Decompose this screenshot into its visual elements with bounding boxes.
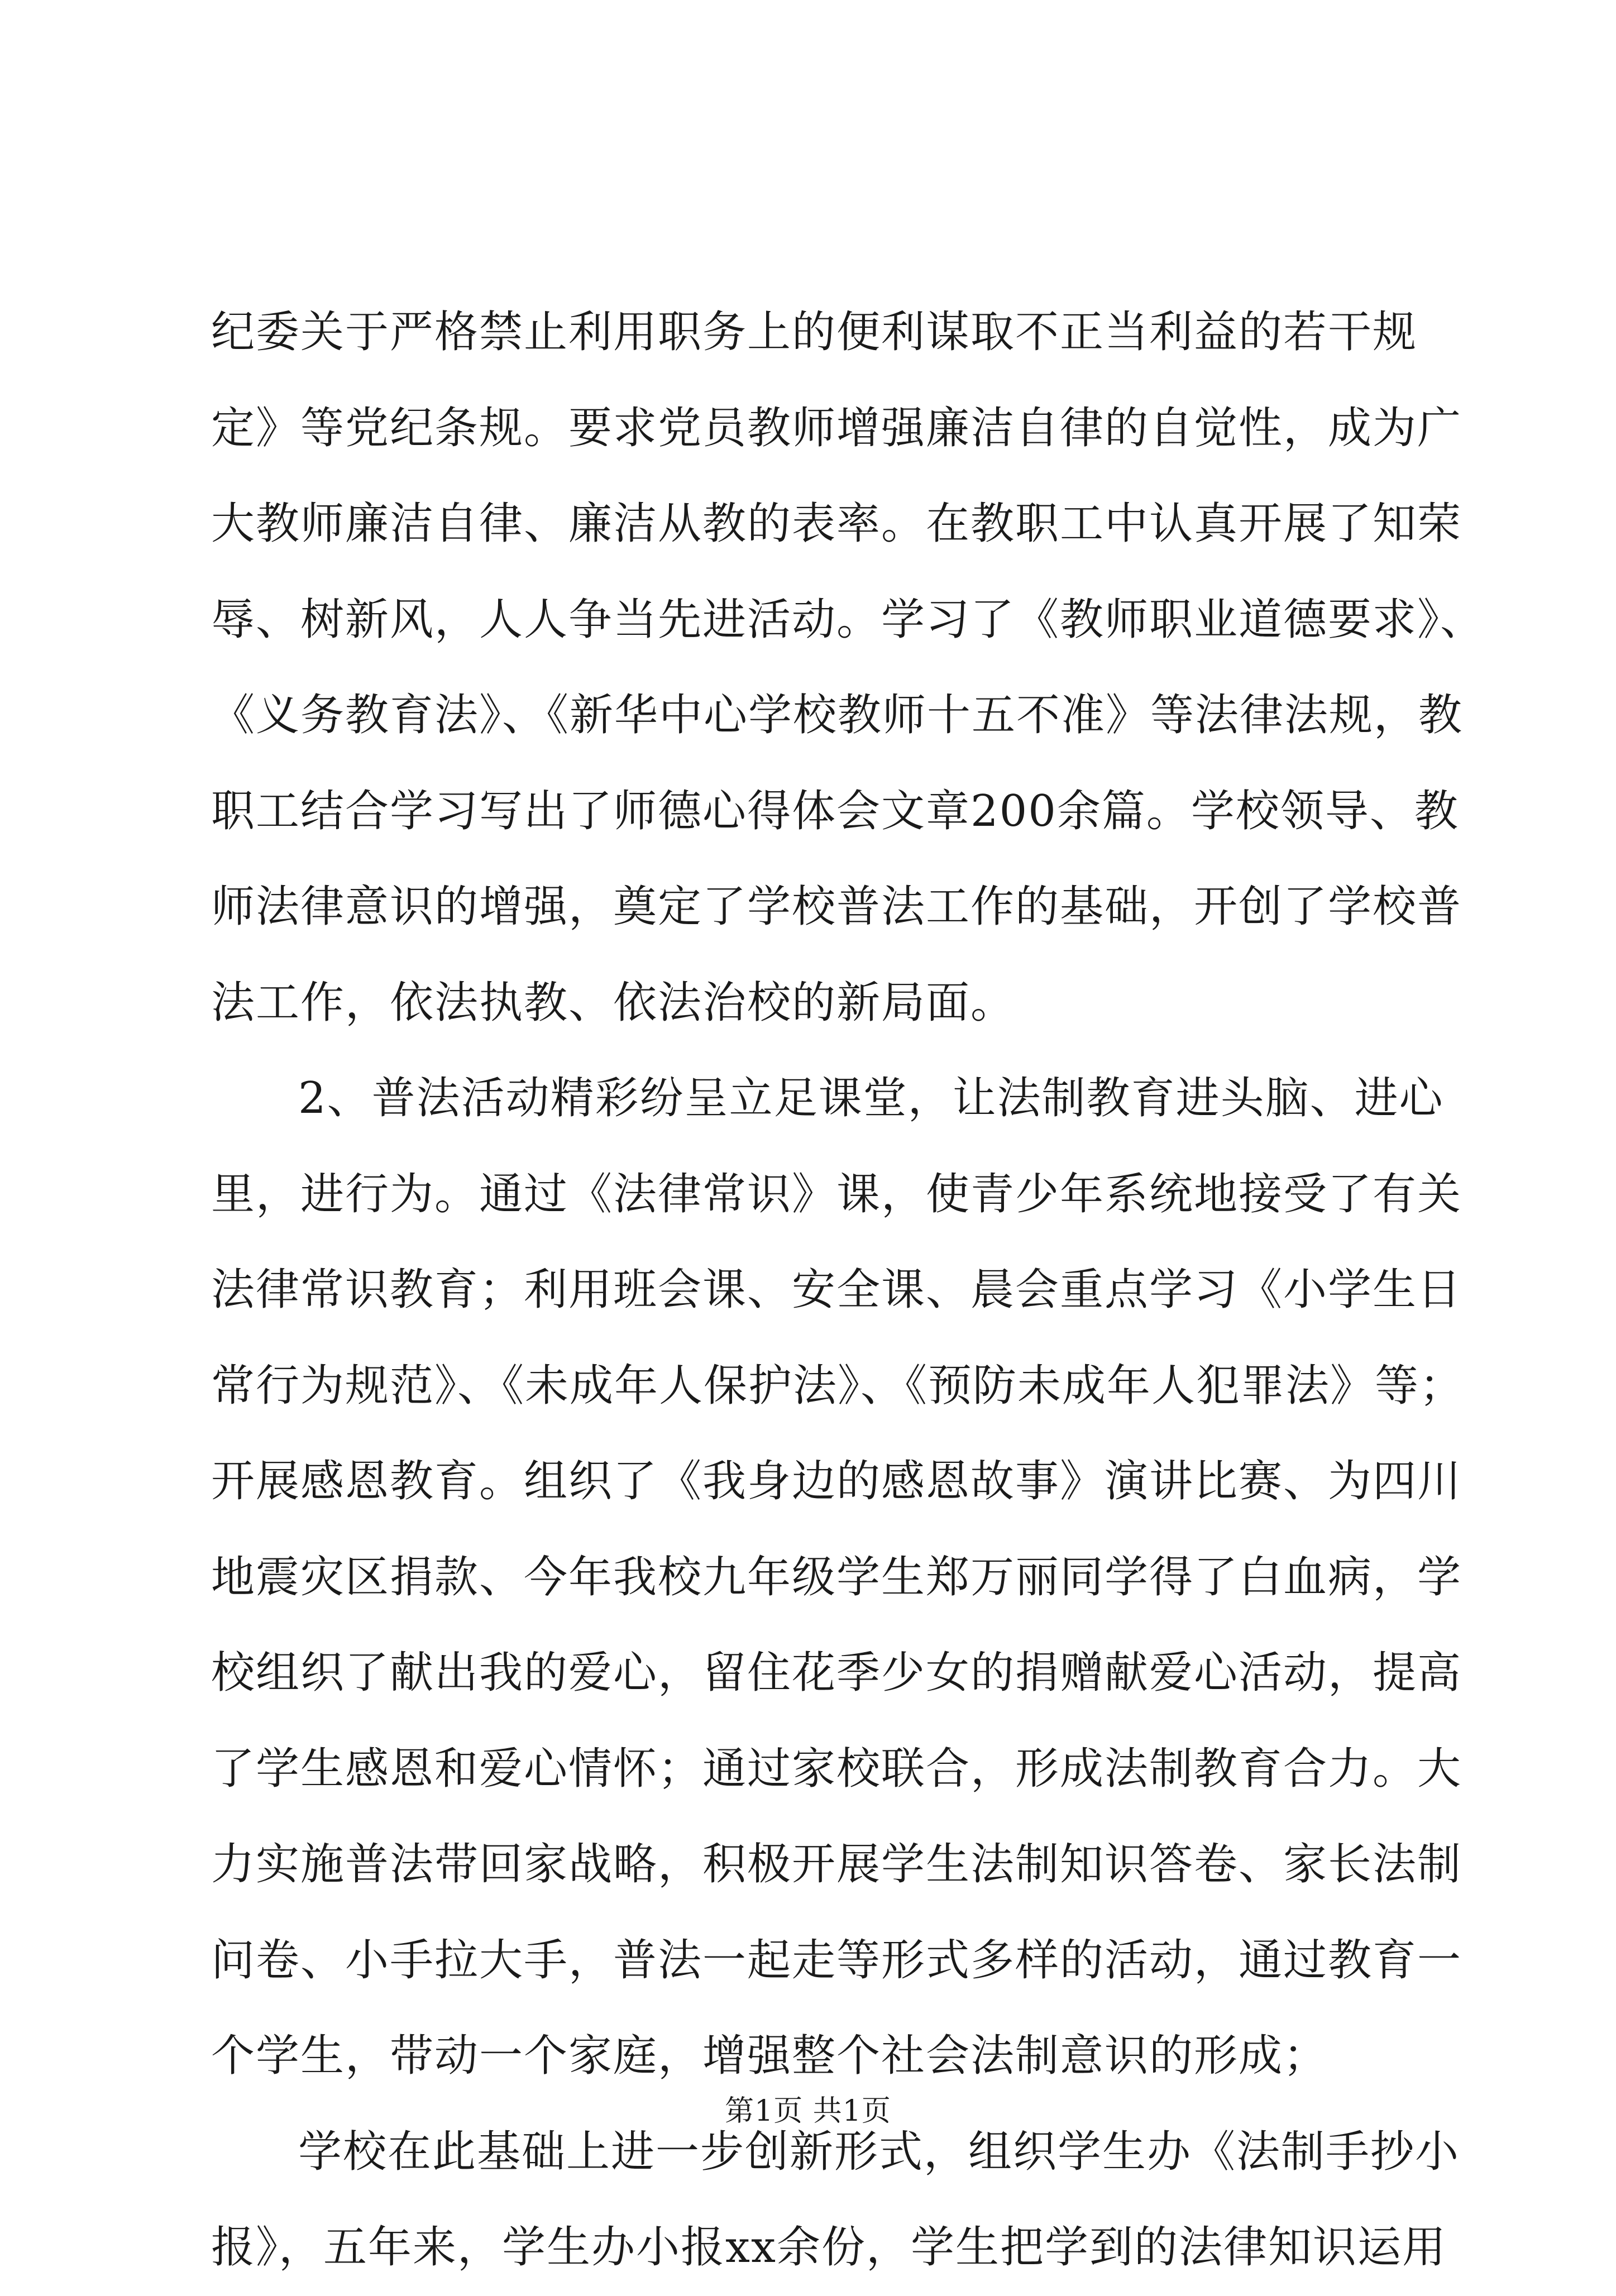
text-line: 《义务教育法》、《新华中心学校教师十五不准》等法律法规，教 xyxy=(211,690,1464,740)
text-line: 职工结合学习写出了师德心得体会文章200余篇。学校领导、教 xyxy=(211,786,1459,836)
page-number: 第1页 共1页 xyxy=(725,2094,891,2128)
page-footer xyxy=(0,2087,1616,2129)
text-line: 了学生感恩和爱心情怀；通过家校联合，形成法制教育合力。大 xyxy=(211,1743,1462,1794)
text-line: 法律常识教育；利用班会课、安全课、晨会重点学习《小学生日 xyxy=(211,1265,1462,1315)
text-line: 定》等党纪条规。要求党员教师增强廉洁自律的自觉性，成为广 xyxy=(211,403,1462,453)
text-line: 报》，五年来，学生办小报xx余份，学生把学到的法律知识运用 xyxy=(211,2222,1447,2273)
text-line: 个学生，带动一个家庭，增强整个社会法制意识的形成； xyxy=(211,2031,1328,2081)
text-line: 里，进行为。通过《法律常识》课，使青少年系统地接受了有关 xyxy=(211,1169,1462,1219)
paragraph-start-line: 2、普法活动精彩纷呈立足课堂，让法制教育进头脑、进心 xyxy=(298,1073,1444,1123)
text-line: 大教师廉洁自律、廉洁从教的表率。在教职工中认真开展了知荣 xyxy=(211,499,1462,549)
text-line: 法工作，依法执教、依法治校的新局面。 xyxy=(211,977,1016,1028)
text-line: 纪委关于严格禁止利用职务上的便利谋取不正当利益的若干规 xyxy=(211,307,1418,357)
text-line: 问卷、小手拉大手，普法一起走等形式多样的活动，通过教育一 xyxy=(211,1935,1462,1986)
text-line: 辱、树新风，人人争当先进活动。学习了《教师职业道德要求》、 xyxy=(211,594,1485,645)
paragraph-start-line: 学校在此基础上进一步创新形式，组织学生办《法制手抄小 xyxy=(298,2126,1460,2177)
text-line: 地震灾区捐款、今年我校九年级学生郑万丽同学得了白血病，学 xyxy=(211,1552,1462,1603)
text-line: 师法律意识的增强，奠定了学校普法工作的基础，开创了学校普 xyxy=(211,882,1462,932)
text-line: 力实施普法带回家战略，积极开展学生法制知识答卷、家长法制 xyxy=(211,1839,1462,1890)
text-line: 校组织了献出我的爱心，留住花季少女的捐赠献爱心活动，提高 xyxy=(211,1648,1462,1698)
body-text xyxy=(211,285,1485,2296)
text-line: 常行为规范》、《未成年人保护法》、《预防未成年人犯罪法》等； xyxy=(211,1360,1465,1411)
text-line: 开展感恩教育。组织了《我身边的感恩故事》演讲比赛、为四川 xyxy=(211,1456,1462,1506)
